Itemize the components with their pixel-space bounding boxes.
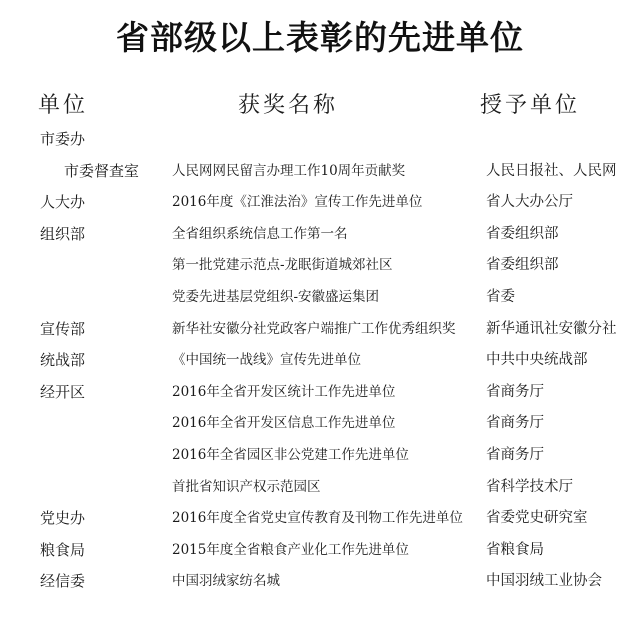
unit-cell: 市委督查室 (64, 161, 140, 180)
grantor-cell: 省人大办公厅 (486, 194, 573, 211)
awards-table (0, 124, 640, 598)
award-cell: 2015年度全省粮食产业化工作先进单位 (172, 541, 409, 558)
award-cell: 人民网网民留言办理工作10周年贡献奖 (172, 162, 406, 179)
award-cell: 2016年全省园区非公党建工作先进单位 (172, 446, 409, 463)
grantor-cell: 人民日报社、人民网 (486, 162, 617, 179)
unit-cell: 人大办 (40, 193, 86, 212)
award-cell: 2016年全省开发区信息工作先进单位 (172, 415, 396, 432)
grantor-cell: 中国羽绒工业协会 (486, 573, 602, 590)
table-row (0, 472, 640, 504)
unit-cell: 统战部 (40, 351, 86, 370)
unit-cell: 宣传部 (40, 319, 86, 338)
unit-cell: 市委办 (40, 130, 86, 148)
award-cell: 新华社安徽分社党政客户端推广工作优秀组织奖 (172, 320, 456, 337)
grantor-cell: 省商务厅 (486, 383, 544, 400)
grantor-cell: 省委 (486, 288, 515, 305)
grantor-cell: 省委组织部 (486, 257, 559, 274)
column-header-unit: 单位 (38, 93, 89, 118)
table-row (0, 535, 640, 567)
table-row (0, 219, 640, 251)
table-row (0, 408, 640, 440)
unit-cell: 党史办 (40, 509, 86, 528)
table-row (0, 124, 640, 156)
page-title: 省部级以上表彰的先进单位 (116, 18, 524, 57)
award-cell: 第一批党建示范点-龙眠街道城郊社区 (172, 257, 393, 274)
grantor-cell: 省粮食局 (486, 541, 544, 558)
table-row (0, 345, 640, 377)
award-cell: 2016年度全省党史宣传教育及刊物工作先进单位 (172, 510, 463, 527)
award-cell: 2016年全省开发区统计工作先进单位 (172, 383, 396, 400)
unit-cell: 经开区 (40, 382, 86, 401)
table-row (0, 566, 640, 598)
award-cell: 中国羽绒家纺名城 (172, 573, 280, 590)
column-header-grantor: 授予单位 (480, 93, 581, 118)
table-row (0, 314, 640, 346)
grantor-cell: 省商务厅 (486, 446, 544, 463)
unit-cell: 组织部 (40, 224, 86, 243)
unit-cell: 粮食局 (40, 540, 86, 559)
table-row (0, 377, 640, 409)
award-cell: 全省组织系统信息工作第一名 (172, 225, 348, 242)
table-row (0, 503, 640, 535)
grantor-cell: 中共中央统战部 (486, 352, 588, 369)
table-row (0, 250, 640, 282)
table-row (0, 440, 640, 472)
grantor-cell: 省商务厅 (486, 415, 544, 432)
table-row (0, 282, 640, 314)
award-cell: 首批省知识产权示范园区 (172, 478, 321, 495)
grantor-cell: 新华通讯社安徽分社 (486, 320, 617, 337)
grantor-cell: 省科学技术厅 (486, 478, 573, 495)
table-row (0, 187, 640, 219)
grantor-cell: 省委党史研究室 (486, 510, 588, 527)
table-row (0, 156, 640, 188)
award-cell: 2016年度《江淮法治》宣传工作先进单位 (172, 194, 423, 211)
column-header-award: 获奖名称 (238, 93, 339, 118)
grantor-cell: 省委组织部 (486, 225, 559, 242)
award-cell: 党委先进基层党组织-安徽盛运集团 (172, 288, 380, 305)
award-cell: 《中国统一战线》宣传先进单位 (172, 352, 361, 369)
unit-cell: 经信委 (40, 572, 86, 591)
